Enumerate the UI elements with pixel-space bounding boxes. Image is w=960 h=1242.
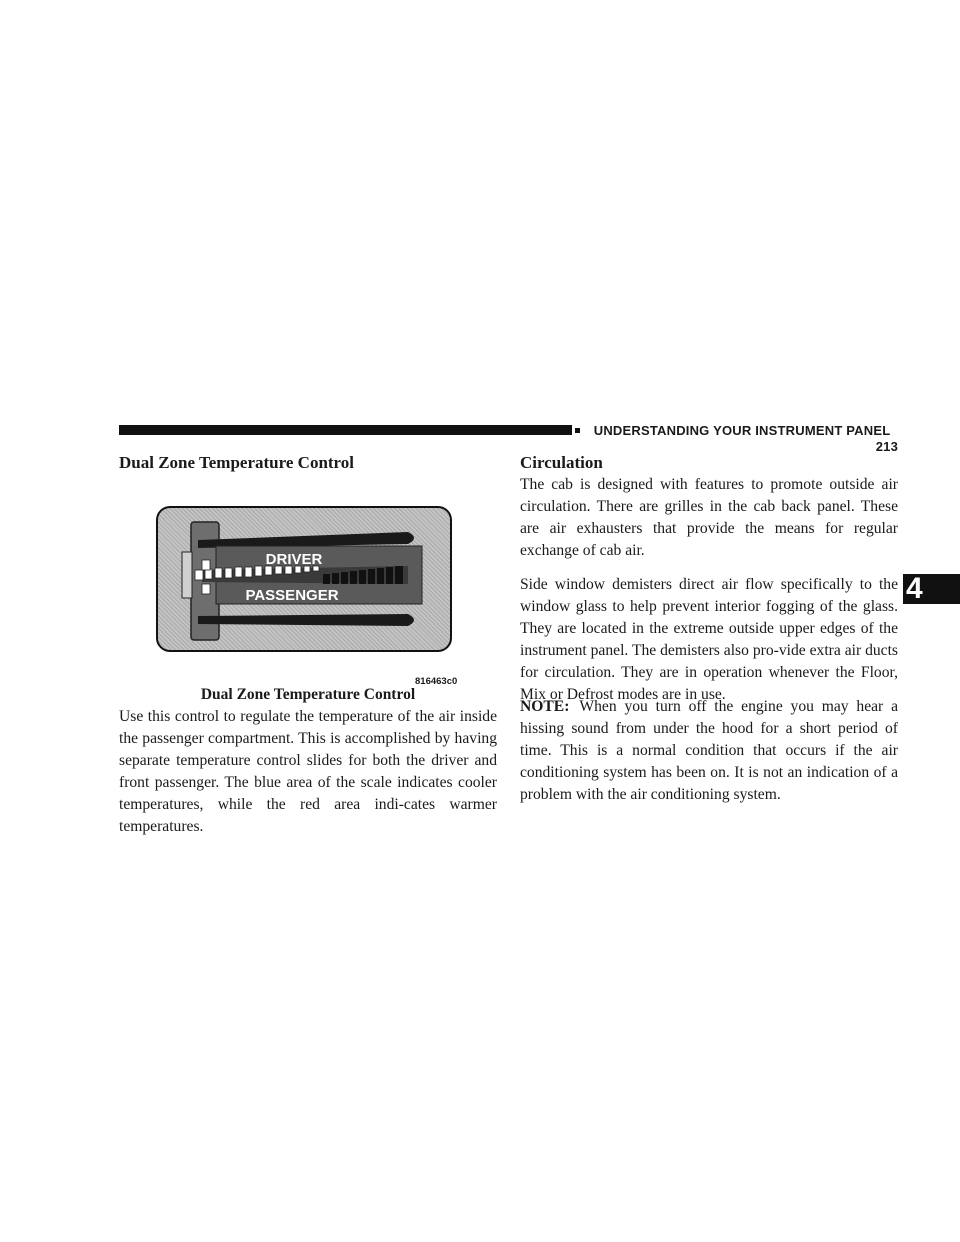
driver-label: DRIVER	[265, 551, 323, 568]
note-label: NOTE:	[520, 698, 570, 715]
page-number: 213	[875, 439, 898, 454]
section-title: UNDERSTANDING YOUR INSTRUMENT PANEL	[593, 423, 891, 438]
figure-id: 816463c0	[415, 676, 458, 687]
chapter-number: 4	[906, 572, 923, 605]
circulation-paragraph-1: The cab is designed with features to promote outside air circulation. There are grilles in the cab back panel. These are air exhausters that provide the means for regular exchange of cab air.	[520, 476, 898, 559]
header-rule-left	[119, 425, 572, 435]
note-text: When you turn off the engine you may hear a hissing sound from under the hood for a short period of time. This is a normal condition that occurs if the air conditioning system has been on. It is not an indication of a problem with the air conditioning system.	[520, 698, 898, 803]
circulation-paragraph-2: Side window demisters direct air flow specifically to the window glass to help prevent interior fogging of the glass. They are located in the extreme outside upper edges of the instrument panel. The demisters also pro-vide extra air ducts for circulation. They are in operation whenever the Floor, Mix or Defrost modes are in use.	[520, 576, 898, 703]
figure-caption: Dual Zone Temperature Control	[200, 686, 416, 703]
dual-zone-paragraph: Use this control to regulate the temperature of the air inside the passenger compartment. This is accomplished by having separate temperature control slides for both the driver and front passenger. The blue area of the scale indicates cooler temperatures, while the red area indi-cates warmer temperatures.	[119, 708, 497, 835]
chapter-tab	[903, 574, 960, 604]
circulation-heading: Circulation	[520, 453, 603, 472]
note-paragraph	[520, 696, 898, 806]
dual-zone-control-illustration	[156, 506, 452, 652]
dual-zone-heading: Dual Zone Temperature Control	[119, 453, 355, 472]
running-header	[580, 423, 898, 455]
passenger-label: PASSENGER	[245, 587, 339, 604]
temperature-slider-graphic	[158, 508, 450, 650]
